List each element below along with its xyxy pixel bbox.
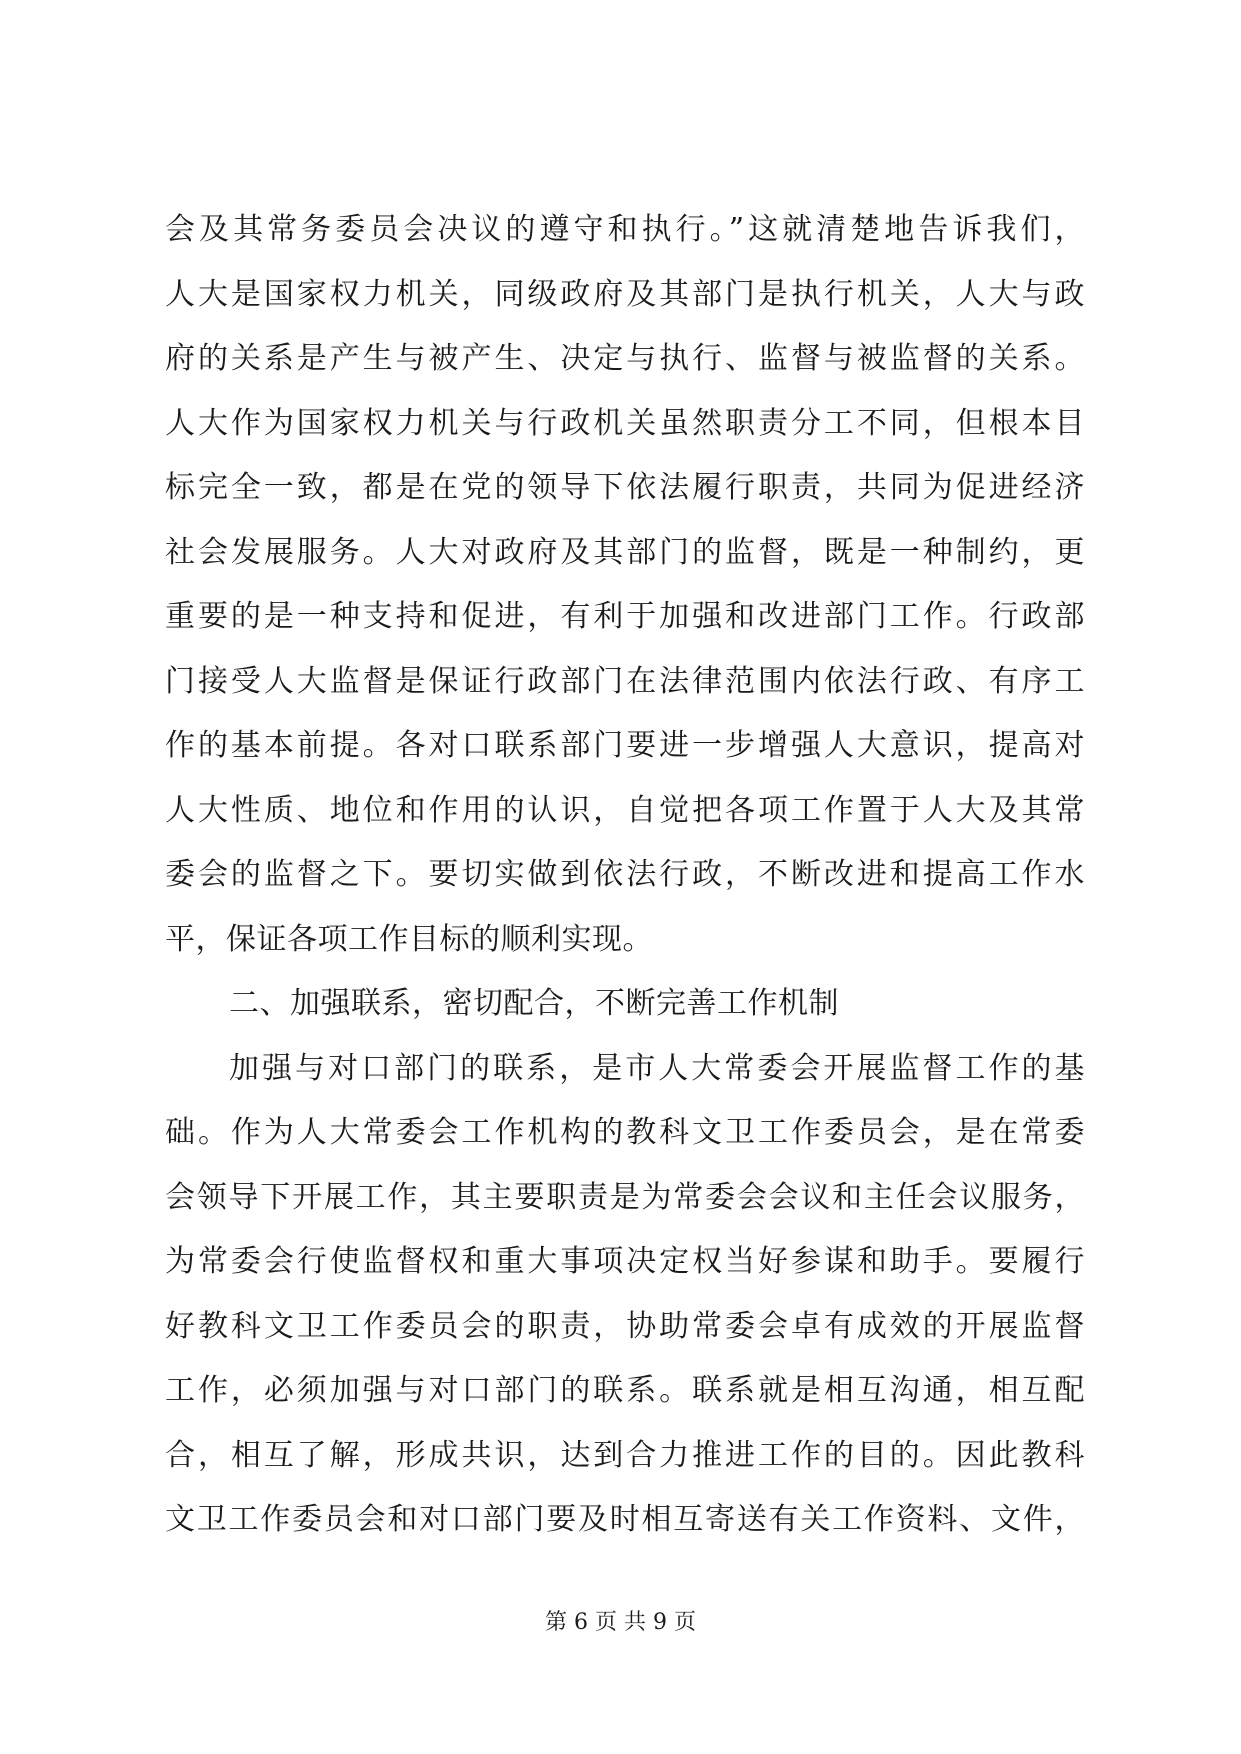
text-line: 会及其常务委员会决议的遵守和执行。”这就清楚地告诉我们， [165,212,1085,247]
text-line: 平，保证各项工作目标的顺利实现。 [165,921,653,957]
text-line: 门接受人大监督是保证行政部门在法律范围内依法行政、有序工 [165,663,1085,699]
paragraph-first-line: 加强与对口部门的联系，是市人大常委会开展监督工作的基 [229,1050,1085,1086]
text-line: 好教科文卫工作委员会的职责，协助常委会卓有成效的开展监督 [165,1308,1085,1344]
text-line: 委会的监督之下。要切实做到依法行政，不断改进和提高工作水 [165,857,1085,892]
text-line: 府的关系是产生与被产生、决定与执行、监督与被监督的关系。 [165,341,1085,376]
text-line: 文卫工作委员会和对口部门要及时相互寄送有关工作资料、文件， [165,1502,1085,1537]
text-line: 人大性质、地位和作用的认识，自觉把各项工作置于人大及其常 [165,792,1085,828]
section-heading: 二、加强联系，密切配合，不断完善工作机制 [229,986,839,1021]
page-number-footer: 第 6 页 共 9 页 [545,1610,696,1635]
text-line: 础。作为人大常委会工作机构的教科文卫工作委员会，是在常委 [165,1115,1085,1150]
text-line: 人大是国家权力机关，同级政府及其部门是执行机关，人大与政 [165,276,1085,312]
text-line: 会领导下开展工作，其主要职责是为常委会会议和主任会议服务， [165,1179,1085,1215]
text-line: 合，相互了解，形成共识，达到合力推进工作的目的。因此教科 [165,1437,1085,1473]
text-line: 工作，必须加强与对口部门的联系。联系就是相互沟通，相互配 [165,1373,1085,1408]
text-line: 人大作为国家权力机关与行政机关虽然职责分工不同，但根本目 [165,405,1085,441]
text-line: 为常委会行使监督权和重大事项决定权当好参谋和助手。要履行 [165,1244,1085,1279]
text-line: 重要的是一种支持和促进，有利于加强和改进部门工作。行政部 [165,599,1085,634]
text-line: 作的基本前提。各对口联系部门要进一步增强人大意识，提高对 [165,728,1085,763]
text-line: 标完全一致，都是在党的领导下依法履行职责，共同为促进经济 [165,470,1085,505]
body-text [165,198,1085,1553]
text-line: 社会发展服务。人大对政府及其部门的监督，既是一种制约，更 [165,534,1085,570]
